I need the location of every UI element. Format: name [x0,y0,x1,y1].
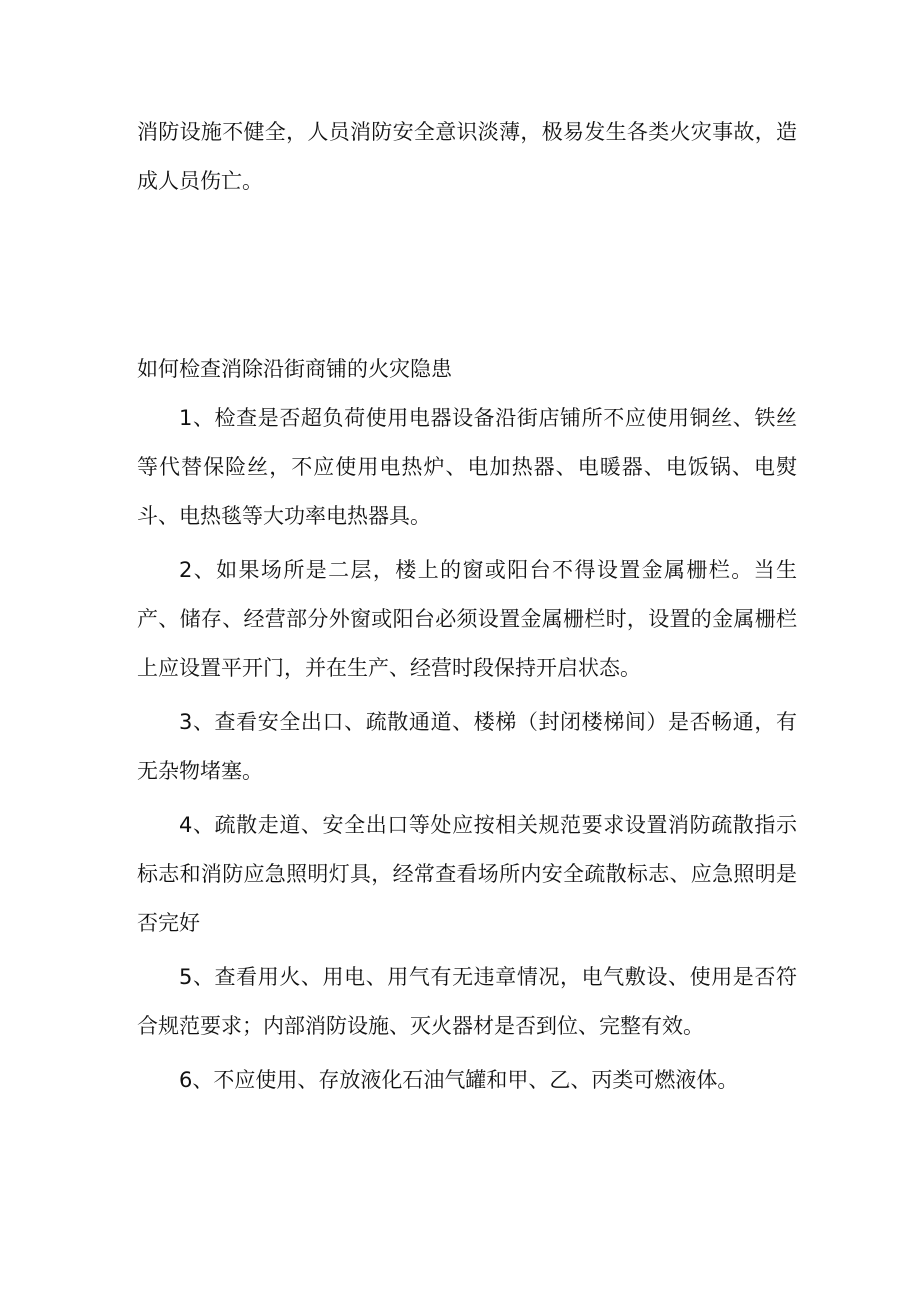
checklist-item-1: 1、检查是否超负荷使用电器设备沿街店铺所不应使用铜丝、铁丝等代替保险丝，不应使用电热炉、电加热器、电暖器、电饭锅、电熨斗、电热毯等大功率电热器具。 [137,406,797,528]
checklist-item-2: 2、如果场所是二层，楼上的窗或阳台不得设置金属栅栏。当生产、储存、经营部分外窗或阳台必须设置金属栅栏时，设置的金属栅栏上应设置平开门，并在生产、经营时段保持开启状态。 [137,558,797,680]
checklist-item-6: 6、不应使用、存放液化石油气罐和甲、乙、丙类可燃液体。 [179,1068,739,1092]
section-heading: 如何检查消除沿街商铺的火灾隐患 [137,357,452,381]
intro-paragraph: 消防设施不健全，人员消防安全意识淡薄，极易发生各类火灾事故，造成人员伤亡。 [137,120,797,193]
checklist-item-3: 3、查看安全出口、疏散通道、楼梯（封闭楼梯间）是否畅通，有无杂物堵塞。 [137,710,797,783]
checklist-item-5: 5、查看用火、用电、用气有无违章情况，电气敷设、使用是否符合规范要求；内部消防设施、灭火器材是否到位、完整有效。 [137,965,797,1038]
checklist [137,394,797,1110]
checklist-item-4: 4、疏散走道、安全出口等处应按相关规范要求设置消防疏散指示标志和消防应急照明灯具，经常查看场所内安全疏散标志、应急照明是否完好 [137,813,797,935]
